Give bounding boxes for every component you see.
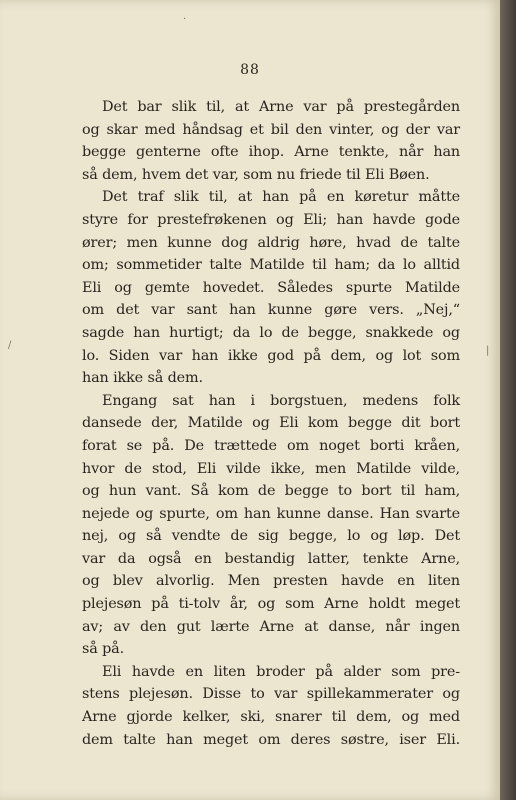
paragraph-4 (82, 661, 460, 751)
text-line: om; sommetider talte Matilde til ham; da lo alltid (82, 257, 460, 274)
text-line: så dem, hvem det var, som nu friede til Eli Bøen. (82, 166, 430, 183)
text-line: forat se på. De trættede om noget borti kråen, (82, 437, 460, 454)
text-line: styre for prestefrøkenen og Eli; han havde gode (82, 211, 460, 228)
paragraph-1 (82, 96, 460, 186)
specks: / (8, 340, 12, 351)
text-line: Eli og gemte hovedet. Således spurte Matilde (82, 279, 460, 296)
body-text (82, 96, 460, 751)
text-line: han ikke så dem. (82, 370, 203, 387)
paragraph-2 (82, 186, 460, 389)
text-line: av; av den gut lærte Arne at danse, når ingen (82, 618, 460, 635)
text-line: stens plejesøn. Disse to var spillekammerater og (82, 686, 460, 703)
text-line: plejesøn på ti-tolv år, og som Arne holdt meget (82, 596, 460, 613)
text-line: Arne gjorde kelker, ski, snarer til dem, og med (82, 709, 460, 726)
paragraph-3 (82, 390, 460, 661)
text-line: hvor de stod, Eli vilde ikke, men Matilde vilde, (82, 460, 460, 477)
text-line: og blev alvorlig. Men presten havde en liten (82, 573, 460, 590)
text-line: og skar med håndsag et bil den vinter, og der var (82, 121, 460, 138)
text-line: Det bar slik til, at Arne var på prestegården (102, 99, 460, 115)
text-line: lo. Siden var han ikke god på dem, og lot som (82, 347, 460, 364)
page-edge (500, 0, 516, 800)
text-line: Eli havde en liten broder på alder som pre- (102, 663, 460, 680)
text-line: og hun vant. Så kom de begge to bort til ham, (82, 483, 460, 500)
text-line: nej, og så vendte de sig begge, lo og løp. Det (82, 528, 460, 545)
text-line: Det traf slik til, at han på en køretur måtte (102, 189, 460, 206)
specks: | (486, 345, 490, 356)
specks: · (183, 14, 187, 25)
text-line: begge genterne ofte ihop. Arne tenkte, når han (82, 144, 460, 161)
text-line: var da også en bestandig latter, tenkte Arne, (82, 550, 460, 567)
text-line: dansede der, Matilde og Eli kom begge dit bort (82, 415, 460, 432)
text-line: så på. (82, 641, 125, 658)
text-line: dem talte han meget om deres søstre, iser Eli. (82, 731, 460, 748)
text-line: nejede og spurte, om han kunne danse. Han svarte (82, 505, 460, 522)
text-line: ører; men kunne dog aldrig høre, hvad de talte (82, 234, 460, 251)
page-number: 88 (240, 62, 260, 78)
text-line: om det var sant han kunne gøre vers. „Nej,“ (82, 302, 460, 319)
text-line: sagde han hurtigt; da lo de begge, snakkede og (82, 324, 460, 341)
text-line: Engang sat han i borgstuen, medens folk (102, 392, 460, 409)
